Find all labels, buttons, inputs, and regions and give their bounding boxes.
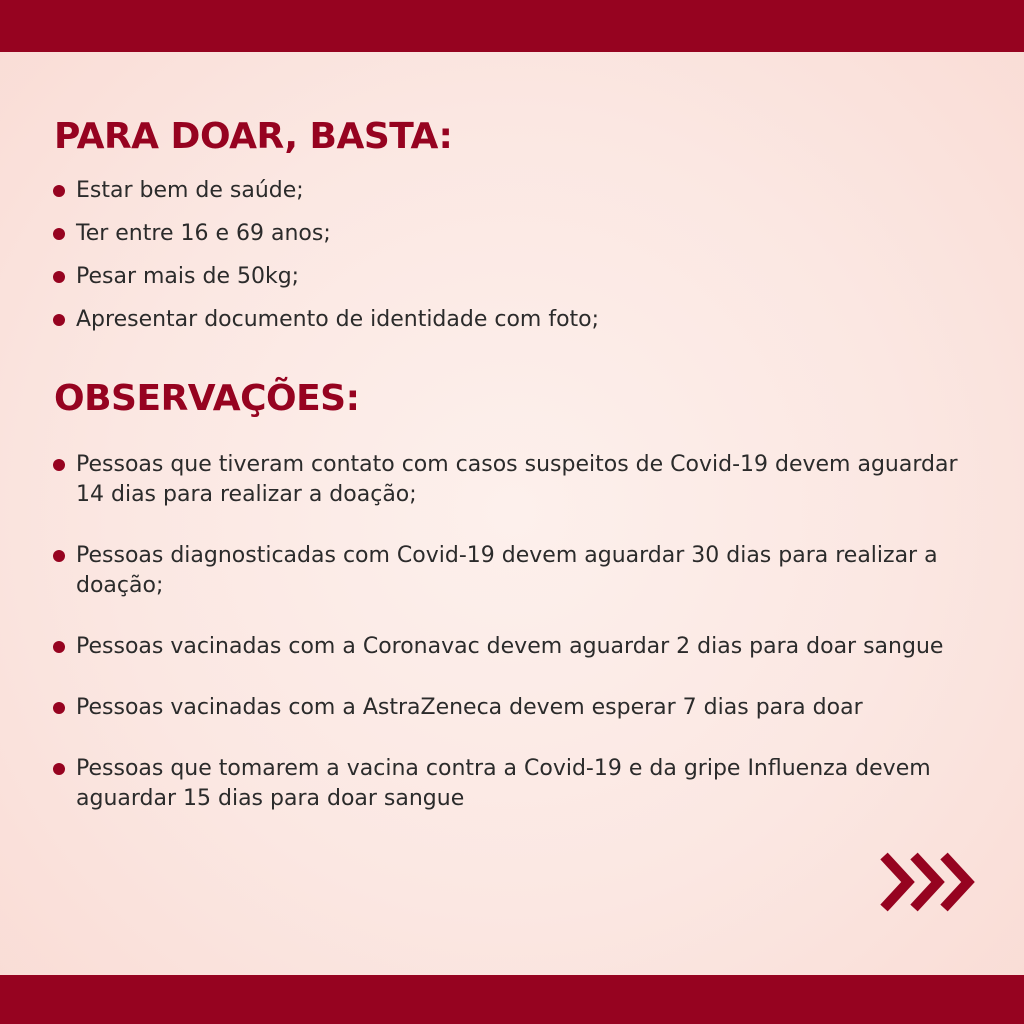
list-item <box>52 450 982 510</box>
requirements-list <box>52 176 982 348</box>
triple-chevron-right-icon[interactable] <box>878 850 982 914</box>
bullet-icon <box>53 459 65 471</box>
list-item <box>52 305 982 335</box>
list-item <box>52 541 982 601</box>
bullet-icon <box>53 702 65 714</box>
list-item <box>52 754 982 814</box>
list-item-text: Pessoas diagnosticadas com Covid-19 devem aguardar 30 dias para realizar a doação; <box>76 543 938 598</box>
observations-list <box>52 450 982 845</box>
observations-heading: OBSERVAÇÕES: <box>54 378 360 419</box>
bullet-icon <box>53 271 65 283</box>
bullet-icon <box>53 185 65 197</box>
bullet-icon <box>53 314 65 326</box>
list-item-text: Apresentar documento de identidade com foto; <box>76 307 600 332</box>
list-item-text: Pessoas que tiveram contato com casos suspeitos de Covid-19 devem aguardar 14 dias para realizar a doação; <box>76 452 958 507</box>
bullet-icon <box>53 641 65 653</box>
bullet-icon <box>53 228 65 240</box>
list-item <box>52 176 982 206</box>
requirements-heading: PARA DOAR, BASTA: <box>54 116 453 157</box>
list-item-text: Pesar mais de 50kg; <box>76 264 300 289</box>
top-banner <box>0 0 1024 52</box>
list-item-text: Pessoas vacinadas com a Coronavac devem aguardar 2 dias para doar sangue <box>76 634 944 659</box>
list-item <box>52 262 982 292</box>
list-item <box>52 693 982 723</box>
list-item-text: Pessoas vacinadas com a AstraZeneca devem esperar 7 dias para doar <box>76 695 863 720</box>
list-item <box>52 632 982 662</box>
list-item-text: Ter entre 16 e 69 anos; <box>76 221 331 246</box>
bullet-icon <box>53 763 65 775</box>
bottom-banner <box>0 975 1024 1024</box>
list-item <box>52 219 982 249</box>
list-item-text: Estar bem de saúde; <box>76 178 304 203</box>
list-item-text: Pessoas que tomarem a vacina contra a Covid-19 e da gripe Influenza devem aguardar 15 dias para doar sangue <box>76 756 931 811</box>
bullet-icon <box>53 550 65 562</box>
